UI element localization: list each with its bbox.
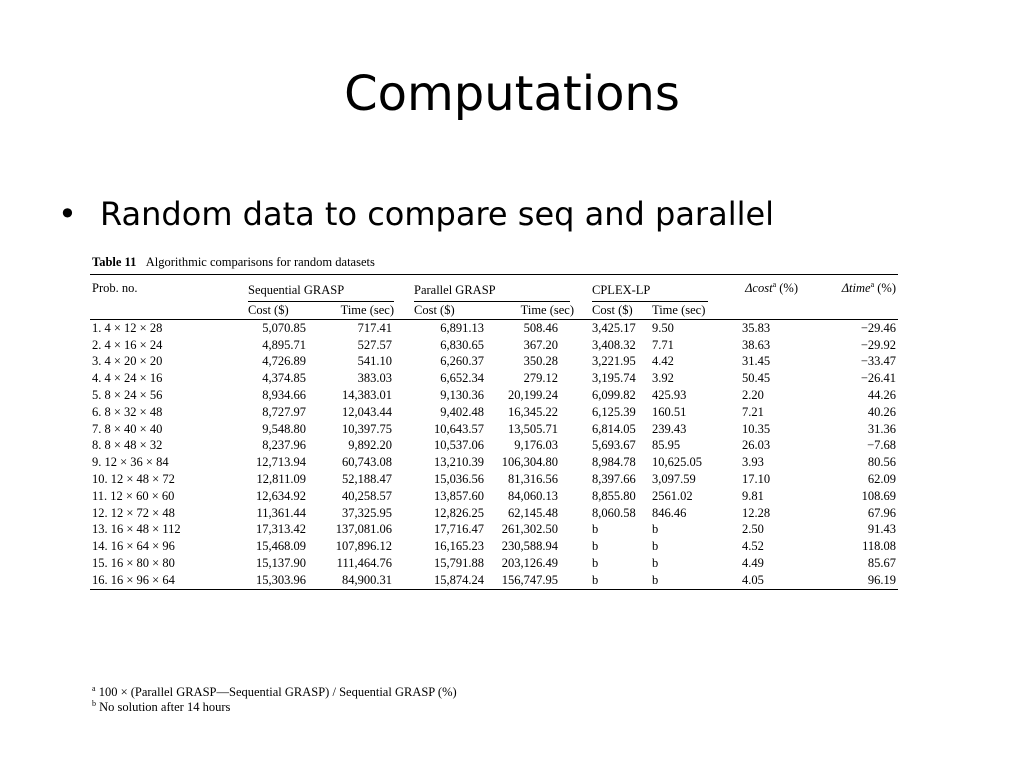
cell-seq-cost: 8,237.96 — [262, 438, 306, 453]
footnote-ref-a: a — [870, 279, 875, 289]
col-group-parallel — [396, 275, 576, 303]
footnote-ref-a: a — [772, 279, 777, 289]
col-header-dtime-label: Δtime — [841, 281, 871, 296]
cell-cplex-cost: 5,693.67 — [592, 438, 636, 453]
cell-cplex-cost: 3,408.32 — [592, 337, 636, 352]
table-header-group-row — [90, 275, 898, 303]
cell-delta-time: 91.43 — [867, 522, 897, 537]
col-header-dcost-unit: (%) — [776, 281, 799, 296]
cell-seq-cost: 4,374.85 — [262, 371, 306, 386]
col-group-cplex — [576, 275, 726, 303]
cell-prob-no: 11. 12 × 60 × 60 — [92, 488, 175, 503]
cell-seq-time: 9,892.20 — [348, 438, 392, 453]
cell-cplex-time: b — [652, 522, 659, 537]
cell-cplex-cost: b — [592, 522, 599, 537]
subheader-cplex-time: Time (sec) — [648, 302, 726, 319]
cell-delta-time: 118.08 — [862, 539, 897, 554]
cell-seq-time: 40,258.57 — [342, 488, 392, 503]
cell-par-time: 13,505.71 — [508, 421, 559, 436]
cell-delta-time: −7.68 — [867, 438, 897, 453]
cell-delta-cost: 3.93 — [742, 455, 764, 470]
cell-cplex-cost: b — [592, 555, 599, 570]
subheader-empty — [90, 302, 218, 319]
table-body — [90, 319, 898, 589]
cell-seq-cost: 8,727.97 — [262, 404, 306, 419]
col-group-sequential-label: Sequential GRASP — [248, 279, 394, 302]
table-caption-text: Algorithmic comparisons for random datasets — [145, 255, 375, 269]
cell-cplex-time: b — [652, 539, 659, 554]
cell-prob-no: 8. 8 × 48 × 32 — [92, 438, 163, 453]
table-footnotes — [92, 685, 457, 715]
table-row — [90, 538, 898, 555]
cell-seq-time: 52,188.47 — [342, 471, 392, 486]
cell-cplex-cost: 8,397.66 — [592, 471, 636, 486]
table-row — [90, 387, 898, 404]
cell-delta-cost: 26.03 — [742, 438, 771, 453]
cell-par-cost: 6,260.37 — [440, 354, 484, 369]
subheader-empty — [812, 302, 898, 319]
cell-seq-time: 111,464.76 — [336, 555, 392, 570]
col-group-cplex-label: CPLEX-LP — [592, 279, 708, 302]
cell-prob-no: 13. 16 × 48 × 112 — [92, 522, 181, 537]
cell-cplex-cost: 8,984.78 — [592, 455, 636, 470]
cell-seq-time: 717.41 — [357, 320, 392, 335]
cell-par-cost: 6,652.34 — [440, 371, 484, 386]
subheader-empty — [726, 302, 812, 319]
cell-cplex-cost: 6,125.39 — [592, 404, 636, 419]
cell-prob-no: 2. 4 × 16 × 24 — [92, 337, 163, 352]
cell-delta-cost: 31.45 — [742, 354, 771, 369]
cell-prob-no: 14. 16 × 64 × 96 — [92, 539, 175, 554]
cell-cplex-time: 85.95 — [652, 438, 681, 453]
cell-delta-cost: 7.21 — [742, 404, 764, 419]
cell-par-time: 84,060.13 — [508, 488, 559, 503]
cell-delta-cost: 10.35 — [742, 421, 771, 436]
cell-prob-no: 1. 4 × 12 × 28 — [92, 320, 163, 335]
cell-cplex-time: 160.51 — [652, 404, 687, 419]
cell-prob-no: 4. 4 × 24 × 16 — [92, 371, 163, 386]
cell-delta-cost: 12.28 — [742, 505, 771, 520]
table-subheader-row — [90, 302, 898, 319]
table-row — [90, 319, 898, 336]
cell-seq-time: 14,383.01 — [342, 387, 392, 402]
cell-par-cost: 17,716.47 — [434, 522, 484, 537]
cell-delta-time: 44.26 — [867, 387, 897, 402]
table-caption-label: Table 11 — [92, 255, 137, 269]
cell-delta-cost: 17.10 — [742, 471, 771, 486]
cell-seq-time: 527.57 — [357, 337, 392, 352]
cell-prob-no: 12. 12 × 72 × 48 — [92, 505, 175, 520]
cell-seq-cost: 15,137.90 — [256, 555, 306, 570]
footnote-text: No solution after 14 hours — [96, 700, 231, 714]
cell-par-cost: 12,826.25 — [434, 505, 484, 520]
col-group-parallel-label: Parallel GRASP — [414, 279, 570, 302]
cell-cplex-cost: 3,221.95 — [592, 354, 636, 369]
cell-par-cost: 15,036.56 — [434, 471, 484, 486]
cell-par-time: 106,304.80 — [501, 455, 559, 470]
col-group-sequential — [218, 275, 396, 303]
cell-delta-cost: 38.63 — [742, 337, 771, 352]
cell-seq-cost: 4,895.71 — [262, 337, 306, 352]
subheader-par-time: Time (sec) — [486, 302, 576, 319]
table-row — [90, 421, 898, 438]
cell-delta-time: −29.46 — [860, 320, 897, 335]
cell-seq-time: 137,081.06 — [335, 522, 392, 537]
table-row — [90, 437, 898, 454]
cell-par-time: 279.12 — [523, 371, 559, 386]
footnote-mark: a — [92, 683, 96, 693]
table-row — [90, 488, 898, 505]
cell-cplex-time: b — [648, 572, 726, 589]
cell-delta-cost: 4.52 — [742, 539, 764, 554]
cell-cplex-time: 846.46 — [652, 505, 687, 520]
cell-cplex-cost: 6,814.05 — [592, 421, 636, 436]
cell-cplex-cost: 6,099.82 — [592, 387, 636, 402]
cell-prob-no: 6. 8 × 32 × 48 — [92, 404, 163, 419]
cell-par-time: 20,199.24 — [508, 387, 559, 402]
table-row — [90, 404, 898, 421]
cell-seq-cost: 15,303.96 — [218, 572, 308, 589]
cell-delta-time: 96.19 — [812, 572, 898, 589]
cell-prob-no: 7. 8 × 40 × 40 — [92, 421, 163, 436]
footnote-b — [92, 700, 457, 715]
cell-delta-cost: 35.83 — [742, 320, 771, 335]
table-row — [90, 521, 898, 538]
cell-par-time: 9,176.03 — [514, 438, 559, 453]
cell-seq-cost: 12,634.92 — [256, 488, 306, 503]
cell-par-time: 508.46 — [523, 320, 559, 335]
cell-par-time: 261,302.50 — [501, 522, 559, 537]
cell-cplex-cost: 8,060.58 — [592, 505, 636, 520]
cell-cplex-time: 9.50 — [652, 320, 674, 335]
cell-prob-no: 15. 16 × 80 × 80 — [92, 555, 175, 570]
cell-seq-time: 107,896.12 — [335, 539, 392, 554]
cell-seq-time: 541.10 — [357, 354, 392, 369]
cell-seq-cost: 15,468.09 — [256, 539, 306, 554]
table-row — [90, 555, 898, 572]
cell-cplex-time: 3,097.59 — [652, 471, 696, 486]
cell-cplex-cost: 3,195.74 — [592, 371, 636, 386]
cell-cplex-time: 239.43 — [652, 421, 687, 436]
cell-cplex-time: 4.42 — [652, 354, 674, 369]
table-row — [90, 370, 898, 387]
cell-seq-time: 84,900.31 — [308, 572, 396, 589]
cell-delta-time: −33.47 — [860, 354, 897, 369]
cell-cplex-time: 7.71 — [652, 337, 674, 352]
cell-seq-cost: 11,361.44 — [256, 505, 306, 520]
cell-cplex-time: b — [652, 555, 659, 570]
cell-seq-time: 37,325.95 — [342, 505, 392, 520]
cell-cplex-cost: b — [576, 572, 648, 589]
cell-seq-time: 12,043.44 — [342, 404, 392, 419]
cell-cplex-cost: 8,855.80 — [592, 488, 636, 503]
cell-seq-time: 383.03 — [357, 371, 392, 386]
footnote-mark: b — [92, 698, 96, 708]
cell-delta-time: 62.09 — [867, 471, 897, 486]
cell-seq-cost: 5,070.85 — [262, 320, 306, 335]
cell-par-cost: 10,537.06 — [434, 438, 484, 453]
cell-delta-cost: 2.20 — [742, 387, 764, 402]
col-header-dcost-label: Δcost — [745, 281, 773, 296]
col-header-prob: Prob. no. — [90, 275, 218, 303]
cell-delta-cost: 4.05 — [726, 572, 812, 589]
cell-prob-no: 16. 16 × 96 × 64 — [90, 572, 218, 589]
cell-par-cost: 13,857.60 — [434, 488, 484, 503]
cell-par-cost: 15,791.88 — [434, 555, 484, 570]
cell-seq-cost: 9,548.80 — [262, 421, 306, 436]
cell-delta-time: 31.36 — [867, 421, 897, 436]
cell-seq-cost: 12,811.09 — [256, 471, 306, 486]
subheader-seq-time: Time (sec) — [308, 302, 396, 319]
cell-par-cost: 10,643.57 — [434, 421, 484, 436]
table-row — [90, 505, 898, 522]
cell-delta-time: −29.92 — [860, 337, 897, 352]
cell-par-cost: 13,210.39 — [434, 455, 484, 470]
cell-seq-cost: 17,313.42 — [256, 522, 306, 537]
footnote-text: 100 × (Parallel GRASP—Sequential GRASP) / Sequential GRASP (%) — [95, 685, 457, 699]
cell-par-time: 350.28 — [523, 354, 559, 369]
cell-delta-time: 67.96 — [867, 505, 897, 520]
slide-title: Computations — [344, 66, 680, 122]
cell-delta-time: −26.41 — [860, 371, 897, 386]
table-row — [90, 471, 898, 488]
cell-par-time: 81,316.56 — [508, 471, 559, 486]
cell-par-cost: 6,830.65 — [440, 337, 484, 352]
cell-delta-time: 85.67 — [867, 555, 897, 570]
table-row — [90, 572, 898, 589]
cell-par-time: 16,345.22 — [508, 404, 559, 419]
col-header-dtime — [812, 275, 898, 303]
footnote-a — [92, 685, 457, 700]
data-table-container — [90, 274, 898, 590]
cell-delta-time: 80.56 — [867, 455, 897, 470]
cell-seq-time: 60,743.08 — [342, 455, 392, 470]
cell-prob-no: 5. 8 × 24 × 56 — [92, 387, 163, 402]
cell-par-time: 230,588.94 — [501, 539, 559, 554]
cell-delta-cost: 9.81 — [742, 488, 764, 503]
cell-cplex-time: 10,625.05 — [652, 455, 703, 470]
cell-delta-cost: 4.49 — [742, 555, 764, 570]
table-row — [90, 337, 898, 354]
comparison-table — [90, 274, 898, 590]
cell-seq-cost: 4,726.89 — [262, 354, 306, 369]
col-header-dtime-unit: (%) — [874, 281, 897, 296]
cell-delta-time: 108.69 — [861, 488, 897, 503]
cell-delta-cost: 2.50 — [742, 522, 764, 537]
bullet-item — [58, 192, 774, 236]
bullet-text: Random data to compare seq and parallel — [100, 195, 775, 233]
cell-seq-cost: 12,713.94 — [256, 455, 306, 470]
table-caption — [92, 255, 375, 269]
cell-cplex-time: 3.92 — [652, 371, 674, 386]
cell-delta-cost: 50.45 — [742, 371, 771, 386]
subheader-seq-cost: Cost ($) — [218, 302, 308, 319]
cell-par-cost: 6,891.13 — [440, 320, 484, 335]
cell-cplex-time: 2561.02 — [652, 488, 693, 503]
subheader-cplex-cost: Cost ($) — [576, 302, 648, 319]
cell-par-cost: 9,130.36 — [440, 387, 484, 402]
cell-seq-cost: 8,934.66 — [262, 387, 306, 402]
cell-prob-no: 10. 12 × 48 × 72 — [92, 471, 175, 486]
cell-par-time: 203,126.49 — [501, 555, 559, 570]
cell-cplex-cost: 3,425.17 — [592, 320, 636, 335]
cell-seq-time: 10,397.75 — [342, 421, 392, 436]
cell-par-cost: 16,165.23 — [434, 539, 484, 554]
cell-cplex-time: 425.93 — [652, 387, 687, 402]
cell-par-cost: 9,402.48 — [440, 404, 484, 419]
subheader-par-cost: Cost ($) — [396, 302, 486, 319]
cell-cplex-cost: b — [592, 539, 599, 554]
cell-par-time: 62,145.48 — [508, 505, 559, 520]
cell-par-time: 156,747.95 — [486, 572, 576, 589]
cell-prob-no: 3. 4 × 20 × 20 — [92, 354, 163, 369]
table-row — [90, 454, 898, 471]
cell-par-time: 367.20 — [523, 337, 559, 352]
col-header-dcost — [726, 275, 812, 303]
cell-delta-time: 40.26 — [867, 404, 897, 419]
cell-prob-no: 9. 12 × 36 × 84 — [92, 455, 169, 470]
table-row — [90, 353, 898, 370]
bullet-dot-icon: • — [58, 195, 77, 233]
cell-par-cost: 15,874.24 — [396, 572, 486, 589]
